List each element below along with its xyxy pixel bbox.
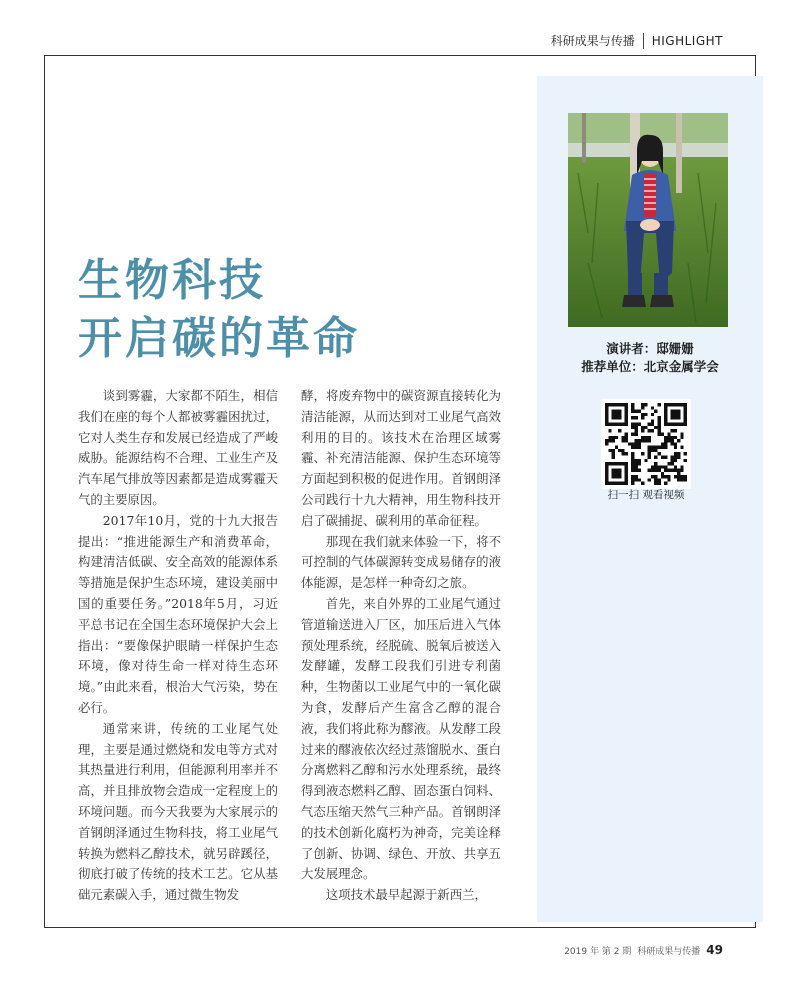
body-column-1 [78,386,278,906]
qr-code-icon [605,403,687,485]
issue-number: 2019 年 第 2 期 [564,947,632,957]
paragraph: 2017年10月，党的十九大报告提出：“推进能源生产和消费革命，构建清洁低碳、安全高效的能源体系等措施是保护生态环境，建设美丽中国的重要任务。”2018年5月，习近平总书记在全国生态环境保护大会上指出：“要像保护眼睛一样保护生态环境，像对待生命一样对待生态环境。”由此来看，根治大气污染，势在必行。 [78,512,278,715]
paragraph: 首先，来自外界的工业尾气通过管道输送进入厂区，加压后进入气体预处理系统，经脱硫、脱氧后被送入发酵罐，发酵工段我们引进专利菌种，生物菌以工业尾气中的一氧化碳为食，发酵后产生富含乙醇的混合液，我们将此称为醪液。从发酵工段过来的醪液依次经过蒸馏脱水、蛋白分离燃料乙醇和污水处理系统，最终得到液态燃料乙醇、固态蛋白饲料、气态压缩天然气三种产品。首钢朗泽的技术创新化腐朽为神奇，完美诠释了创新、协调、绿色、开放、共享五大发展理念。 [301,595,501,882]
page-number: 49 [706,943,723,957]
body-column-2 [301,386,501,906]
section-title-cn: 科研成果与传播 [550,34,635,48]
title-line-1: 生物科技 [78,255,266,306]
qr-caption: 扫一扫 观看视频 [607,489,685,501]
qr-code[interactable] [601,399,691,489]
title-line-2: 开启碳的革命 [78,313,360,364]
magazine-name: 科研成果与传播 [637,947,701,957]
page-footer [564,943,723,957]
speaker-photo-image [568,113,728,327]
running-header [551,32,723,49]
paragraph: 酵，将废弃物中的碳资源直接转化为清洁能源，从而达到对工业尾气高效利用的目的。该技术在治理区域雾霾、补充清洁能源、保护生态环境等方面起到积极的促进作用。首钢朗泽公司践行十九大精神，用生物科技开启了碳捕捉、碳利用的革命征程。 [301,388,501,528]
recommending-unit: 推荐单位：北京金属学会 [581,359,719,374]
section-title-en: HIGHLIGHT [651,33,723,48]
paragraph: 谈到雾霾，大家都不陌生，相信我们在座的每个人都被雾霾困扰过，它对人类生存和发展已经造成了严峻威胁。能源结构不合理、工业生产及汽车尾气排放等因素都是造成雾霾天气的主要原因。 [78,388,278,507]
paragraph: 那现在我们就来体验一下，将不可控制的气体碳源转变成易储存的液体能源，是怎样一种奇幻之旅。 [301,533,501,591]
paragraph: 这项技术最早起源于新西兰， [325,887,487,903]
speaker-info [560,340,740,376]
lecturer-name: 演讲者：邸姗姗 [606,341,694,356]
article-title [78,252,360,368]
header-divider [643,33,644,49]
speaker-photo [568,113,728,327]
paragraph: 通常来讲，传统的工业尾气处理，主要是通过燃烧和发电等方式对其热量进行利用，但能源利用率并不高，并且排放物会造成一定程度上的环境问题。而今天我要为大家展示的首钢朗泽通过生物科技，将工业尾气转换为燃料乙醇技术，就另辟蹊径，彻底打破了传统的技术工艺。它从基础元素碳入手，通过微生物发 [78,720,278,903]
